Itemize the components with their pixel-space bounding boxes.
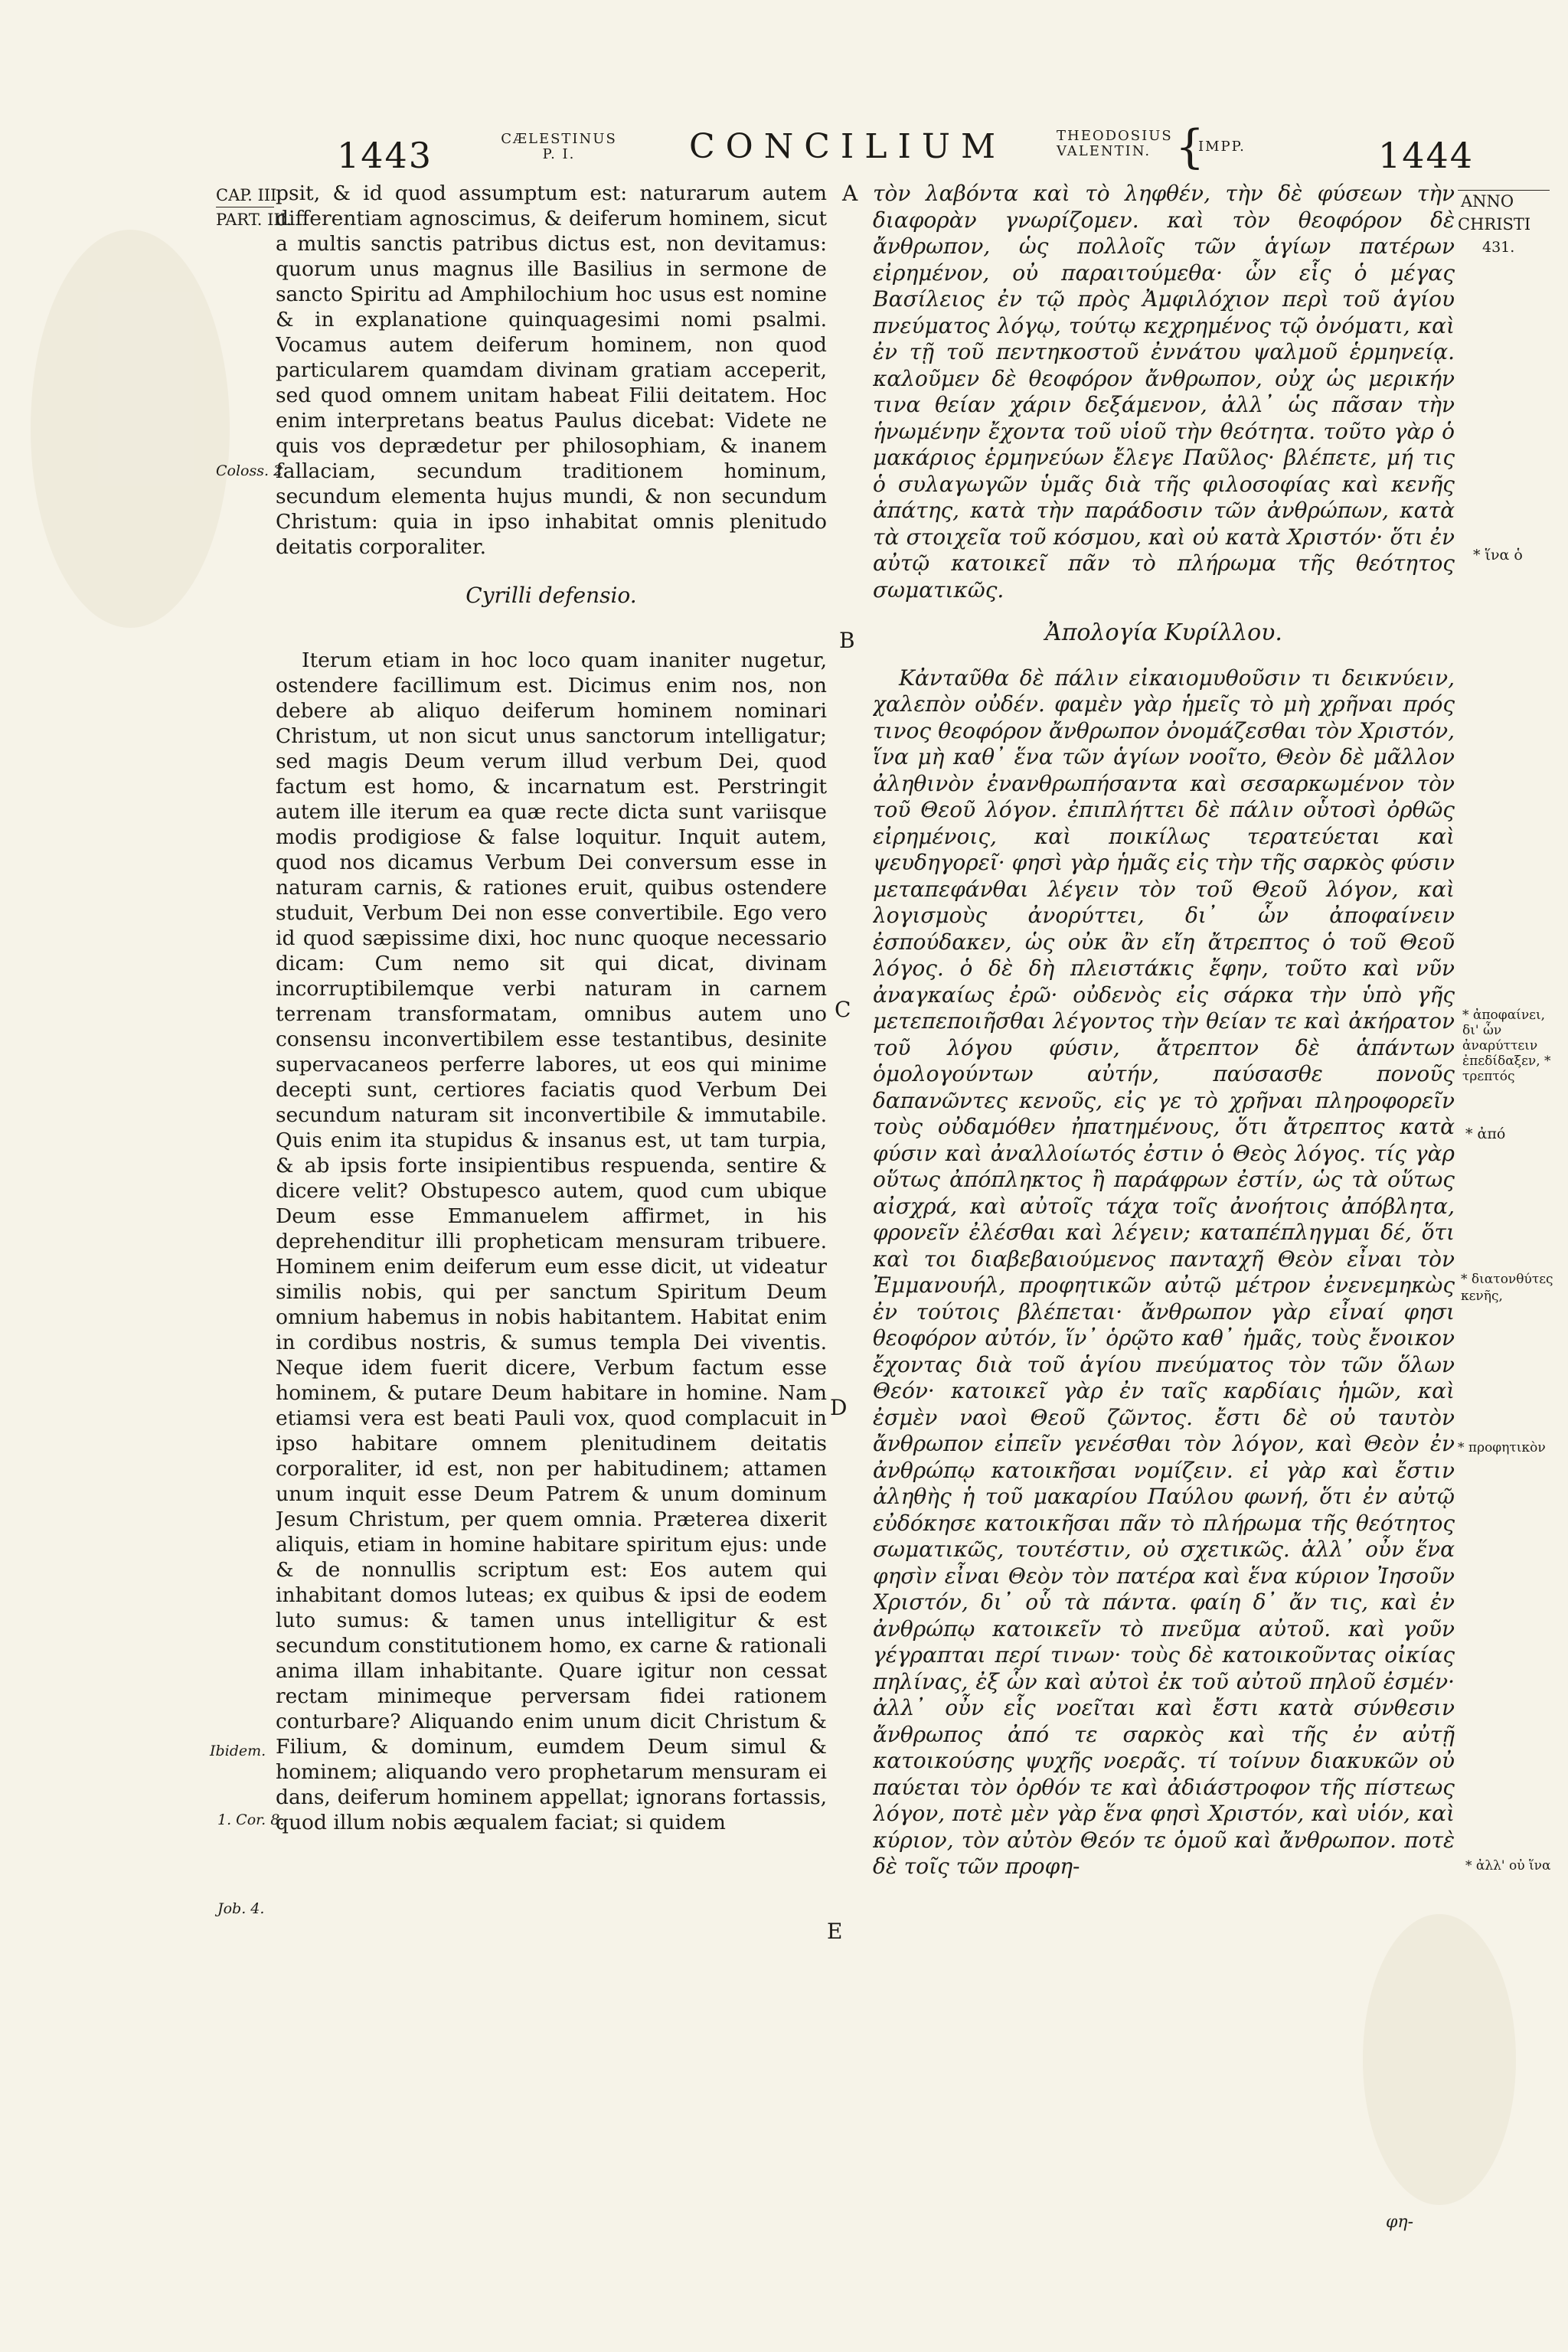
paper-stain bbox=[31, 230, 230, 628]
margin-coloss: Coloss. 2. bbox=[216, 462, 288, 479]
margin-note-6: * ἀλλ' οὐ ἵνα bbox=[1465, 1858, 1551, 1873]
margin-ibidem: Ibidem. bbox=[210, 1743, 266, 1759]
section-letter-e: E bbox=[827, 1919, 843, 1944]
margin-rule-right bbox=[1458, 190, 1550, 191]
margin-cor: 1. Cor. 8. bbox=[217, 1811, 285, 1828]
margin-cap: CAP. III. bbox=[216, 186, 283, 204]
margin-note-5: * προφητικὸν bbox=[1458, 1440, 1546, 1455]
section-letter-c: C bbox=[835, 997, 851, 1022]
left-page-number: 1443 bbox=[337, 135, 433, 176]
margin-note-3: * ἀπό bbox=[1465, 1125, 1506, 1142]
greek-paragraph-1: τὸν λαβόντα καὶ τὸ ληφθέν, τὴν δὲ φύσεων τὴν διαφορὰν γνωρίζομεν. καὶ τὸν θεοφόρον δὲ ἄνθρωπον, ὡς πολλοῖς τῶν ἁγίων πατέρων εἰρημένον, οὐ παραιτούμεθα· ὧν εἷς ὁ μέγας Βασίλειος ἐν τῷ πρὸς Ἀμφιλόχιον περὶ τοῦ ἁγίου πνεύματος λόγῳ, τούτῳ κεχρημένος τῷ ὀνόματι, καὶ ἐν τῇ τοῦ πεντηκοστοῦ ἐννάτου ψαλμοῦ ἑρμηνείᾳ. καλοῦμεν δὲ θεοφόρον ἄνθρωπον, οὐχ ὡς μερικήν τινα θείαν χάριν δεξάμενον, ἀλλ᾽ ὡς πᾶσαν τὴν ἡνωμένην ἔχοντα τοῦ υἱοῦ τὴν θεότητα. τοῦτο γὰρ ὁ μακάριος ἑρμηνεύων ἔλεγε Παῦλος· βλέπετε, μή τις ὁ συλαγωγῶν ὑμᾶς διὰ τῆς φιλοσοφίας καὶ κενῆς ἀπάτης, κατὰ τὴν παράδοσιν τῶν ἀνθρώπων, κατὰ τὰ στοιχεῖα τοῦ κόσμου, καὶ οὐ κατὰ Χριστόν· ὅτι ἐν αὐτῷ κατοικεῖ πᾶν τὸ πλήρωμα τῆς θεότητος σωματικῶς. bbox=[873, 181, 1455, 603]
greek-column bbox=[873, 181, 1455, 2187]
left-running-author bbox=[490, 132, 628, 178]
right-author-line2: VALENTIN. bbox=[1057, 143, 1152, 159]
latin-column bbox=[276, 181, 827, 2217]
latin-heading: Cyrilli defensio. bbox=[466, 583, 637, 608]
right-running-author bbox=[1057, 129, 1171, 175]
section-letter-d: D bbox=[830, 1395, 848, 1420]
left-author-line1: CÆLESTINUS bbox=[501, 131, 617, 147]
running-title: CONCILIUM bbox=[689, 127, 1007, 166]
margin-note-4: * διατονθύτες κενῆς, bbox=[1461, 1272, 1553, 1304]
impp-label: IMPP. bbox=[1198, 139, 1246, 155]
margin-note-2: * ἀποφαίνει, δι' ὧν ἀναρύττειν ἐπεδίδαξεν, * τρεπτός bbox=[1462, 1008, 1551, 1084]
section-letter-a: A bbox=[842, 181, 858, 206]
margin-part: PART. III. bbox=[216, 211, 292, 229]
right-page-number: 1444 bbox=[1378, 135, 1475, 176]
right-author-line1: THEODOSIUS bbox=[1057, 128, 1173, 144]
brace-mark: { bbox=[1175, 120, 1205, 174]
greek-heading: Ἀπολογία Κυρίλλου. bbox=[1045, 619, 1282, 646]
margin-note-1: * ἵνα ὁ bbox=[1473, 547, 1523, 564]
greek-paragraph-2: Κἀνταῦθα δὲ πάλιν εἰκαιομυθοῦσιν τι δεικνύειν, χαλεπὸν οὐδέν. φαμὲν γὰρ ἡμεῖς τὸ μὴ χρῆναι πρός τινος θεοφόρον ἄνθρωπον ὀνομάζεσθαι τὸν Χριστόν, ἵνα μὴ καθ᾽ ἕνα τῶν ἁγίων νοοῖτο, Θεὸν δὲ μᾶλλον ἀληθινὸν ἐνανθρωπήσαντα καὶ σεσαρκωμένον τὸν τοῦ Θεοῦ λόγον. ἐπιπλήττει δὲ πάλιν οὗτοσὶ ὀρθῶς εἰρημένοις, καὶ ποικίλως τερατεύεται καὶ ψευδηγορεῖ· φησὶ γὰρ ἡμᾶς εἰς τὴν τῆς σαρκὸς φύσιν μεταπεφάνθαι λέγειν τὸν τοῦ Θεοῦ λόγον, καὶ λογισμοὺς ἀνορύττει, δι᾽ ὧν ἀποφαίνειν ἐσπούδακεν, ὡς οὐκ ἂν εἴη ἄτρεπτος ὁ τοῦ Θεοῦ λόγος. ὁ δὲ δὴ πλειστάκις ἔφην, τοῦτο καὶ νῦν ἀναγκαίως ἐρῶ· οὐδενὸς εἰς σάρκα τὴν ὑπὸ γῆς μετεπεποιῆσθαι λέγοντος τὴν θείαν τε καὶ ἀκήρατον τοῦ λόγου φύσιν, ἄτρεπτον δὲ ἁπάντων ὁμολογούντων αὐτήν, παύσασθε πονοῦς δαπανῶντες κενοῦς, εἰς γε τὸ χρῆναι πληροφορεῖν τοὺς οὐδαμόθεν ἠπατημένους, ὅτι ἄτρεπτος κατὰ φύσιν καὶ ἀναλλοίωτός ἐστιν ὁ Θεὸς λόγος. τίς γὰρ οὕτως ἀπόπληκτος ἢ παράφρων ἐστίν, ὡς τὰ οὕτως αἰσχρά, καὶ αὐτοῖς τάχα τοῖς ἀνοήτοις ἀπόβλητα, φρονεῖν ἐλέσθαι καὶ λέγειν; καταπέπληγμαι δέ, ὅτι καὶ τοι διαβεβαιούμενος πανταχῆ Θεὸν εἶναι τὸν Ἐμμανουήλ, προφητικῶν αὐτῷ μέτρον ἐνενεμηκὼς ἐν τούτοις βλέπεται· ἄνθρωπον γὰρ εἶναί φησι θεοφόρον αὐτόν, ἵν᾽ ὁρῷτο καθ᾽ ἡμᾶς, τοὺς ἔνοικον ἔχοντας διὰ τοῦ ἁγίου πνεύματος τὸν τῶν ὅλων Θεόν· κατοικεῖ γὰρ ἐν ταῖς καρδίαις ἡμῶν, καὶ ἐσμὲν ναοὶ Θεοῦ ζῶντος. ἔστι δὲ οὐ ταυτὸν ἄνθρωπον εἰπεῖν γενέσθαι τὸν λόγον, καὶ Θεὸν ἐν ἀνθρώπῳ κατοικῆσαι νομίζειν. εἰ γὰρ καὶ ἔστιν ἀληθὴς ἡ τοῦ μακαρίου Παύλου φωνή, ὅτι ἐν αὐτῷ εὐδόκησε κατοικῆσαι πᾶν τὸ πλήρωμα τῆς θεότητος σωματικῶς, τουτέστιν, οὐ σχετικῶς. ἀλλ᾽ οὖν ἕνα φησὶν εἶναι Θεὸν τὸν πατέρα καὶ ἕνα κύριον Ἰησοῦν Χριστόν, δι᾽ οὗ τὰ πάντα. φαίη δ᾽ ἄν τις, καὶ ἐν ἀνθρώπῳ κατοικεῖν τὸ πνεῦμα αὐτοῦ. καὶ γοῦν γέγραπται περί τινων· τοὺς δὲ κατοικοῦντας οἰκίας πηλίνας, ἐξ ὧν καὶ αὐτοὶ ἐκ τοῦ αὐτοῦ πηλοῦ ἐσμέν· ἀλλ᾽ οὖν εἷς νοεῖται καὶ ἔστι κατὰ σύνθεσιν ἄνθρωπος ἀπό τε σαρκὸς καὶ τῆς ἐν αὐτῇ κατοικούσης ψυχῆς νοερᾶς. τί τοίνυν διακυκῶν οὐ παύεται τὸν ὀρθόν τε καὶ ἀδιάστροφον τῆς πίστεως λόγον, ποτὲ μὲν γὰρ ἕνα φησὶ Χριστόν, καὶ υἱόν, καὶ κύριον, τὸν αὐτὸν Θεόν τε ὁμοῦ καὶ ἄνθρωπον. ποτὲ δὲ τοῖς τῶν προφη- bbox=[873, 665, 1455, 1879]
latin-paragraph-1: psit, & id quod assumptum est: naturarum autem differentiam agnoscimus, & deiferum hominem, sicut a multis sanctis patribus dictus est, non devitamus: quorum unus magnus ille Basilius in sermone de sancto Spiritu ad Amphilochium hoc usus est nomine & in explanatione quinquagesimi nomi psalmi. Vocamus autem deiferum hominem, non quod particularem quamdam divinam gratiam acceperit, sed quod omnem unitam habeat Filii deitatem. Hoc enim interpretans beatus Paulus dicebat: Videte ne quis vos deprædetur per philosophiam, & inanem fallaciam, secundum traditionem hominum, secundum elementa hujus mundi, & non secundum Christum: quia in ipso inhabitat omnis plenitudo deitatis corporaliter. bbox=[276, 181, 827, 559]
margin-christi: CHRISTI bbox=[1458, 215, 1531, 234]
latin-paragraph-2: Iterum etiam in hoc loco quam inaniter nugetur, ostendere facillimum est. Dicimus enim nos, non debere ab aliquo deiferum hominem nominari Christum, ut non sicut unus sanctorum intelligatur; sed magis Deum verum illud verbum Dei, quod factum est homo, & incarnatum est. Perstringit autem ille iterum ea quæ recte dicta sunt variisque modis prodigiose & false loquitur. Inquit autem, quod nos dicamus Verbum Dei conversum esse in naturam carnis, & rationes eruit, quibus ostendere studuit, Verbum Dei non esse convertibile. Ego vero id quod sæpissime dixi, hoc nunc quoque necessario dicam: Cum nemo sit qui dicat, divinam incorruptibilemque verbi naturam in carnem terrenam transformatam, omnibus autem uno consensu inconvertibilem esse testantibus, desinite supervacaneos perferre labores, ut eos qui minime decepti sunt, certiores faciatis quod Verbum Dei secundum naturam sit inconvertibile & immutabile. Quis enim ita stupidus & insanus est, ut tam turpia, & ab ipsis forte insipientibus respuenda, sentire & dicere velit? Obstupesco autem, quod cum ubique Deum esse Emmanuelem affirmet, in his deprehenditur illi propheticam mensuram tribuere. Hominem enim deiferum eum esse dicit, ut videatur similis nobis, qui per sanctum Spiritum Deum omnium habemus in nobis habitantem. Habitat enim in cordibus nostris, & sumus templa Dei viventis. Neque idem fuerit dicere, Verbum factum esse hominem, & putare Deum habitare in homine. Nam etiamsi vera est beati Pauli vox, quod complacuit in ipso habitare omnem plenitudinem deitatis corporaliter, id est, non per habitudinem; attamen unum inquit esse Deum Patrem & unum dominum Jesum Christum, per quem omnia. Præterea dixerit aliquis, etiam in homine habitare spiritum ejus: unde & de nonnullis scriptum est: Eos autem qui inhabitant domos luteas; ex quibus & ipsi de eodem luto sumus: & tamen unus intelligitur & est secundum constitutionem homo, ex carne & rationali anima illam inhabitante. Quare igitur non cessat rectam minimeque perversam fidei rationem conturbare? Aliquando enim unum dicit Christum & Filium, & dominum, eumdem Deum simul & hominem; aliquando vero prophetarum mensuram ei dans, deiferum hominem appellat; ignorans fortassis, quod illum nobis æqualem faciat; si quidem bbox=[276, 648, 827, 1834]
section-letter-b: B bbox=[839, 628, 855, 653]
margin-anno: ANNO bbox=[1461, 192, 1514, 211]
margin-year: 431. bbox=[1482, 239, 1515, 256]
left-author-line2: P. I. bbox=[542, 146, 576, 162]
margin-job: Job. 4. bbox=[217, 1900, 265, 1917]
catchword: φη- bbox=[1386, 2213, 1414, 2232]
